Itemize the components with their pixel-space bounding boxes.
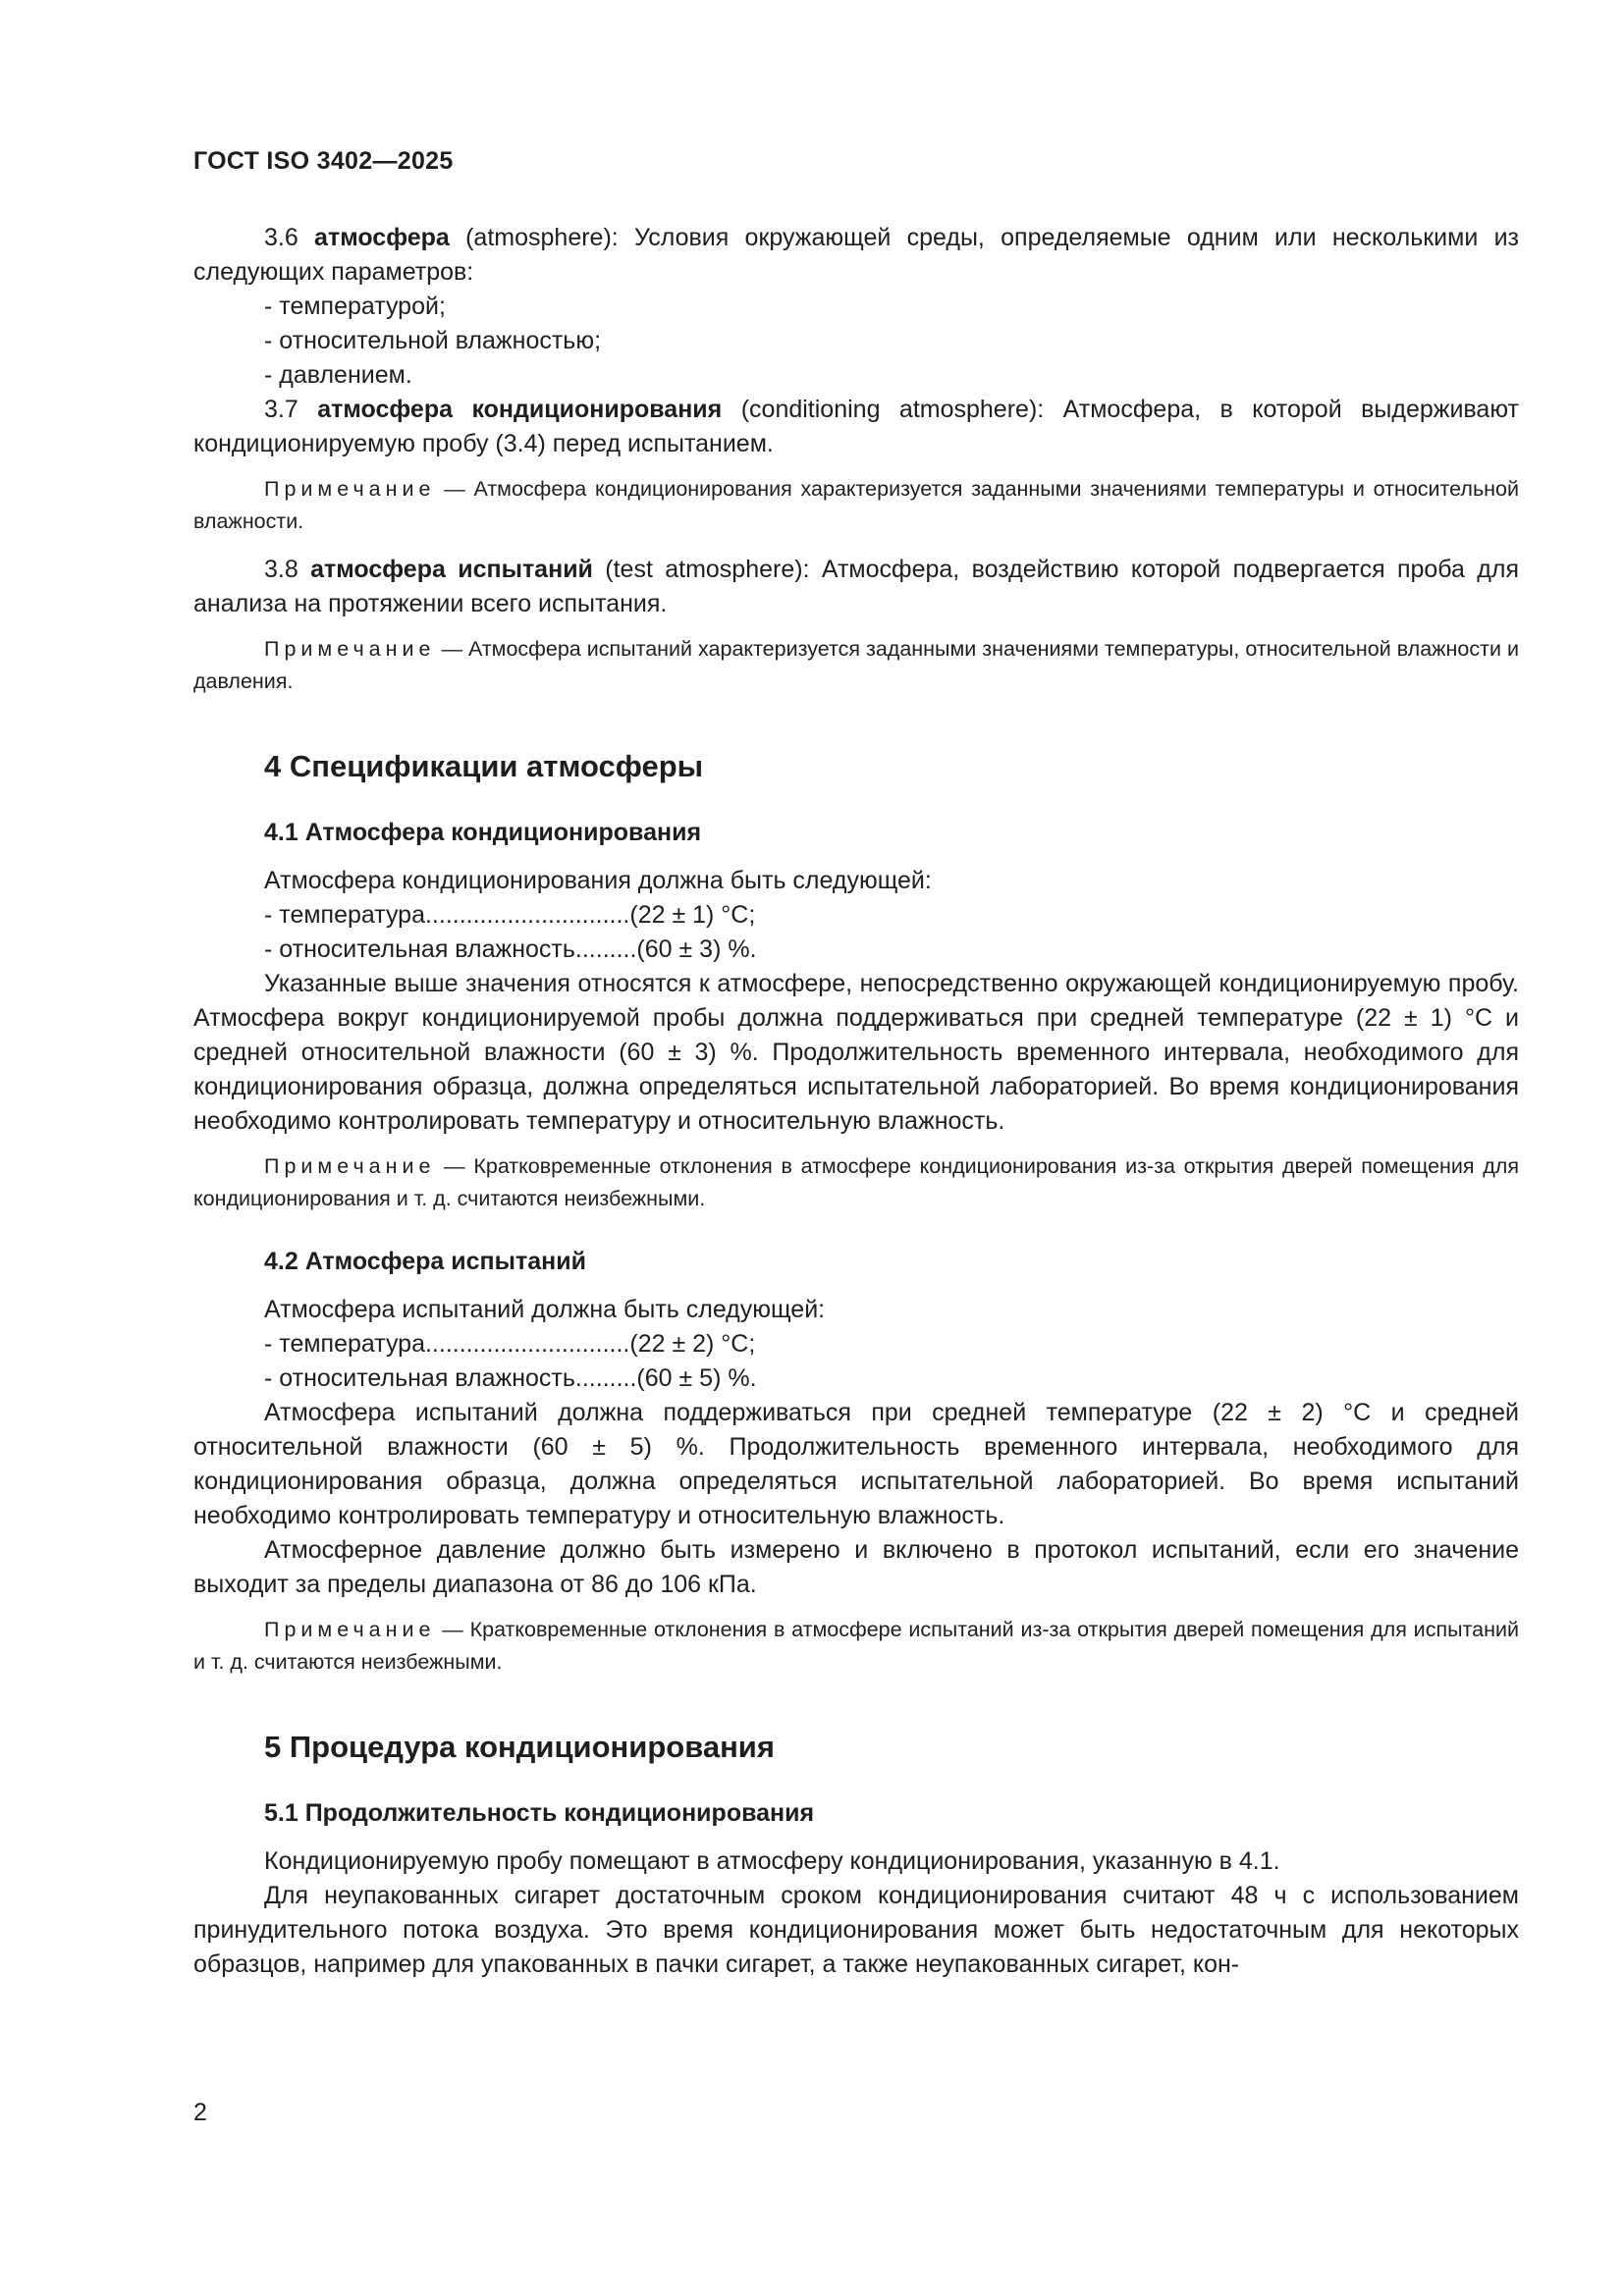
- clause-3-7: [193, 393, 1519, 461]
- definition: : Атмосфера, воздействию которой подвергается проба для анализа на протяжении всего испытания.: [193, 556, 1520, 617]
- term: атмосфера испытаний: [310, 556, 593, 583]
- note-text: — Атмосфера кондиционирования характеризуется заданными значениями температуры и относительной влажности.: [193, 477, 1519, 533]
- document-body: [193, 221, 1519, 1982]
- list-item: - относительная влажность.........(60 ± 3) %.: [264, 935, 757, 963]
- clause-3-6: [193, 221, 1519, 290]
- page-number: 2: [193, 2099, 207, 2126]
- paragraph: Атмосфера испытаний должна поддерживаться при средней температуре (22 ± 2) °С и средней относительной влажности (60 ± 5) %. Продолжительность временного интервала, необходимого для кондиционирования образца, должна определяться испытательной лабораторией. Во время испытаний необходимо контролировать температуру и относительную влажность.: [193, 1399, 1519, 1529]
- subsection-4-1-heading: 4.1 Атмосфера кондиционирования: [264, 819, 702, 846]
- list-item: - относительной влажностью;: [264, 327, 602, 354]
- section-4-heading: 4 Спецификации атмосферы: [264, 749, 704, 783]
- list-item: - температура..............................(22 ± 1) °С;: [264, 901, 756, 929]
- clause-number: 3.8: [264, 556, 298, 583]
- note-4-2: [193, 1614, 1519, 1679]
- term-english: (conditioning atmosphere): [740, 396, 1038, 423]
- term: атмосфера: [314, 224, 450, 251]
- clause-3-8: [193, 553, 1519, 621]
- note-label: Примечание: [264, 1154, 436, 1178]
- note-label: Примечание: [264, 477, 436, 501]
- paragraph: Для неупакованных сигарет достаточным сроком кондиционирования считают 48 ч с использованием принудительного потока воздуха. Это время кондиционирования может быть недостаточным для некоторых образцов, например для упакованных в пачки сигарет, а также неупакованных сигарет, кон-: [193, 1882, 1519, 1978]
- paragraph: Указанные выше значения относятся к атмосфере, непосредственно окружающей кондиционируемую пробу. Атмосфера вокруг кондиционируемой пробы должна поддерживаться при средней температуре (22 ± 1) °С и средней относительной влажности (60 ± 3) %. Продолжительность временного интервала, необходимого для кондиционирования образца, должна определяться испытательной лабораторией. Во время кондиционирования необходимо контролировать температуру и относительную влажность.: [193, 970, 1519, 1135]
- list-item: - температурой;: [264, 293, 446, 320]
- term-english: (test atmosphere): [605, 556, 803, 583]
- note-label: Примечание: [264, 637, 436, 661]
- note-3-7: [193, 473, 1519, 538]
- note-text: — Атмосфера испытаний характеризуется заданными значениями температуры, относительной влажности и давления.: [193, 637, 1519, 693]
- definition: : Атмосфера, в которой выдерживают кондиционируемую пробу (3.4) перед испытанием.: [193, 396, 1519, 457]
- note-3-8: [193, 633, 1519, 698]
- document-header: ГОСТ ISO 3402—2025: [193, 147, 454, 175]
- note-4-1: [193, 1150, 1519, 1215]
- section-5-heading: 5 Процедура кондиционирования: [264, 1730, 775, 1764]
- clause-number: 3.6: [264, 224, 298, 251]
- note-text: — Кратковременные отклонения в атмосфере кондиционирования из-за открытия дверей помещения для кондиционирования и т. д. считаются неизбежными.: [193, 1154, 1519, 1210]
- paragraph: Атмосфера испытаний должна быть следующей:: [264, 1296, 826, 1323]
- list-item: - относительная влажность.........(60 ± 5) %.: [264, 1364, 757, 1392]
- paragraph: Кондиционируемую пробу помещают в атмосферу кондиционирования, указанную в 4.1.: [264, 1847, 1280, 1875]
- clause-number: 3.7: [264, 396, 298, 423]
- subsection-4-2-heading: 4.2 Атмосфера испытаний: [264, 1248, 586, 1275]
- note-text: — Кратковременные отклонения в атмосфере испытаний из-за открытия дверей помещения для испытаний и т. д. считаются неизбежными.: [193, 1618, 1519, 1674]
- list-item: - температура..............................(22 ± 2) °С;: [264, 1330, 756, 1358]
- subsection-5-1-heading: 5.1 Продолжительность кондиционирования: [264, 1799, 815, 1827]
- note-label: Примечание: [264, 1618, 436, 1641]
- term-english: (atmosphere): [465, 224, 612, 251]
- paragraph: Атмосфера кондиционирования должна быть следующей:: [264, 867, 932, 894]
- paragraph: Атмосферное давление должно быть измерено и включено в протокол испытаний, если его значение выходит за пределы диапазона от 86 до 106 кПа.: [193, 1536, 1519, 1598]
- list-item: - давлением.: [264, 361, 412, 389]
- definition: : Условия окружающей среды, определяемые одним или несколькими из следующих параметров:: [193, 224, 1519, 286]
- term: атмосфера кондиционирования: [317, 396, 723, 423]
